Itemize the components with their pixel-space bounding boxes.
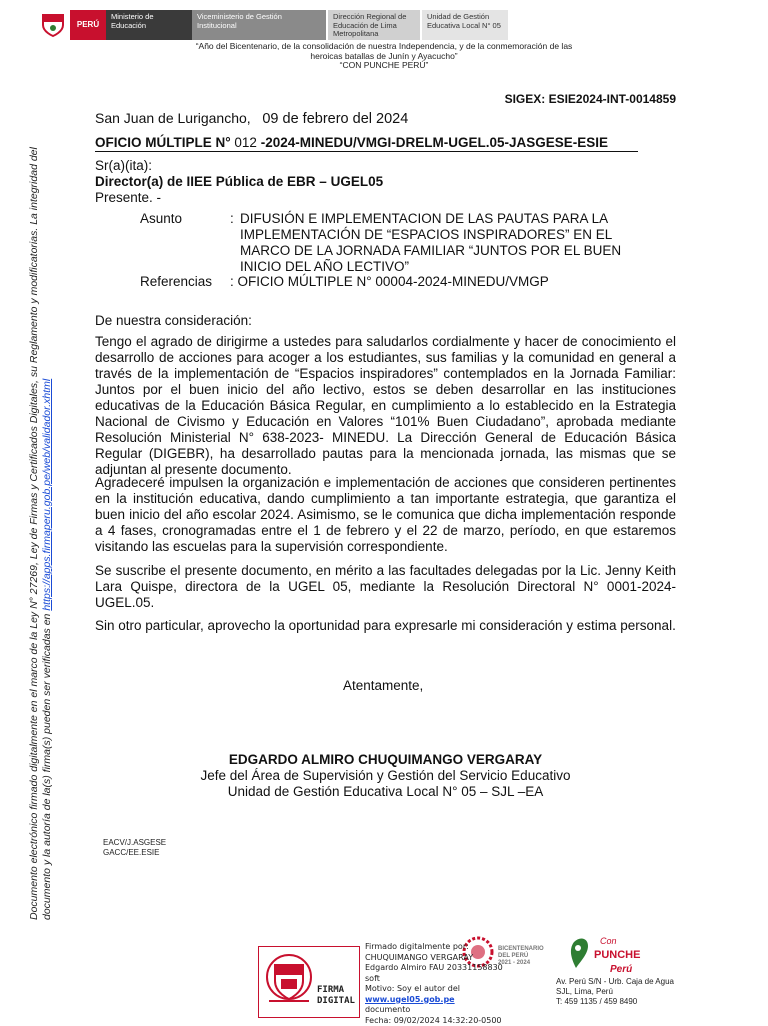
viceministry-label: Viceministerio de Gestión Institucional <box>192 10 326 40</box>
sign-line <box>365 984 550 1005</box>
oficio-underline <box>95 151 638 152</box>
sign-line: documento <box>365 1005 550 1016</box>
contact-line: Av. Perú S/N - Urb. Caja de Agua <box>556 977 674 987</box>
sign-line: Fecha: 09/02/2024 14:32:20-0500 <box>365 1016 550 1026</box>
peru-coat-of-arms-icon <box>40 12 66 38</box>
note-line <box>41 70 54 920</box>
oficio-prefix: OFICIO MÚLTIPLE N° <box>95 135 231 150</box>
letterhead <box>40 10 382 40</box>
reference-initials <box>103 838 166 858</box>
presente: Presente. - <box>95 190 161 205</box>
bicent-line: BICENTENARIO <box>498 946 544 953</box>
recipient-title: Director(a) de IIEE Pública de EBR – UGEL05 <box>95 174 383 189</box>
asunto-line: DIFUSIÓN E IMPLEMENTACION DE LAS PAUTAS PARA LA <box>240 211 660 227</box>
sign-line: soft <box>365 974 550 985</box>
asunto-line: MARCO DE LA JORNADA FAMILIAR “JUNTOS POR EL BUEN <box>240 243 660 259</box>
place-date <box>95 110 408 127</box>
bicent-line: 2021 - 2024 <box>498 960 544 967</box>
asunto-line: IMPLEMENTACIÓN DE “ESPACIOS INSPIRADORES” EN EL <box>240 227 660 243</box>
oficio-suffix: -2024-MINEDU/VMGI-DRELM-UGEL.05-JASGESE-ESIE <box>261 135 608 150</box>
signatory-unit: Unidad de Gestión Educativa Local N° 05 – SJL –EA <box>95 784 676 799</box>
contact-line: T: 459 1135 / 459 8490 <box>556 997 674 1007</box>
punche-text-1: Con <box>600 936 617 946</box>
referencias-label: Referencias <box>140 274 212 289</box>
initials-line: EACV/J.ASGESE <box>103 838 166 848</box>
paragraph-3: Se suscribe el presente documento, en mérito a las facultades delegadas por la Lic. Jenny Keith Lara Quispe, directora de la UGEL 05, mediante la Resolución Directoral N° 0001-2024-UGEL.05. <box>95 563 676 611</box>
regional-direction-label: Dirección Regional de Educación de Lima Metropolitana <box>328 10 420 40</box>
punche-text-2: PUNCHE <box>594 949 640 961</box>
greeting: De nuestra consideración: <box>95 313 676 329</box>
oficio-number: 012 <box>234 135 257 150</box>
referencias-text: : OFICIO MÚLTIPLE N° 00004-2024-MINEDU/VMGP <box>230 274 549 289</box>
motto-line: “CON PUNCHE PERÚ” <box>140 61 628 71</box>
peru-crest-icon <box>263 951 315 1011</box>
signatory-role: Jefe del Área de Supervisión y Gestión del Servicio Educativo <box>95 768 676 783</box>
year-motto <box>140 42 628 71</box>
sign-line: Edgardo Almiro FAU 20331158830 <box>365 963 550 974</box>
motto-line: “Año del Bicentenario, de la consolidación de nuestra Independencia, y de la conmemoración de las <box>140 42 628 52</box>
con-punche-peru-logo-icon <box>566 932 646 982</box>
date: 09 de febrero del 2024 <box>262 111 408 127</box>
paragraph-1: Tengo el agrado de dirigirme a ustedes para saludarlos cordialmente y hacer de conocimiento el desarrollo de acciones para acoger a los estudiantes, sus familias y la comunidad en general a través de la implementación de “Espacios inspiradores” contemplados en la Jornada Familiar: Juntos por el buen inicio del año lectivo, estos se deben desarrollar en las instituciones educativas de la Educación Básica Regular, en cumplimiento a lo establecido en la Estrategia Nacional de Civismo y Educación en Valores “101% Buen Ciudadano”, aprobada mediante Resolución Ministerial N° 638-2023- MINEDU. La Dirección General de Educación Básica Regular (DIGEBR), ha desarrollado pautas para la mencionada jornada, las mismas que se adjuntan al presente documento. <box>95 334 676 478</box>
asunto-text: : DIFUSIÓN E IMPLEMENTACION DE LAS PAUTAS PARA LA IMPLEMENTACIÓN DE “ESPACIOS INSPIRADORES” EN EL MARCO DE LA JORNADA FAMILIAR “JUNTOS POR EL BUEN INICIO DEL AÑO LECTIVO” <box>230 211 660 275</box>
validator-link[interactable]: https://apps.firmaperu.gob.pe/web/validador.xhtml <box>41 379 53 611</box>
contact-line: SJL, Lima, Perú <box>556 987 674 997</box>
initials-line: GACC/EE.ESIE <box>103 848 166 858</box>
place: San Juan de Lurigancho, <box>95 110 251 126</box>
asunto-label: Asunto <box>140 211 182 226</box>
sign-line: CHUQUIMANGO VERGARAY <box>365 953 550 964</box>
bicent-line: DEL PERÚ <box>498 953 544 960</box>
asunto-line: INICIO DEL AÑO LECTIVO” <box>240 259 660 275</box>
paragraph-2: Agradeceré impulsen la organización e implementación de acciones que consideren pertinentes en la institución educativa, dando cumplimiento a tan importante estrategia, que garantiza el buen inicio del año escolar 2024. Asimismo, se le comunica que dicha implementación responde a 4 fases, cronogramadas entre el 1 de febrero y el 22 de marzo, período, en que estaremos visitando las escuelas para la supervisión correspondiente. <box>95 475 676 555</box>
ministry-label: Ministerio de Educación <box>106 10 192 40</box>
motivo-text: Motivo: Soy el autor del <box>365 984 460 993</box>
salutation: Sr(a)(ita): <box>95 158 152 173</box>
signatory-name: EDGARDO ALMIRO CHUQUIMANGO VERGARAY <box>95 752 676 767</box>
firma-digital-stamp <box>258 946 360 1018</box>
peru-badge: PERÚ <box>70 10 106 40</box>
ugel-label: Unidad de Gestión Educativa Local N° 05 <box>422 10 508 40</box>
signature-metadata <box>365 942 550 1026</box>
note-prefix: documento y la autoría de la(s) firma(s) pueden ser verificadas en <box>41 611 53 920</box>
punche-text-3: Perú <box>610 964 632 975</box>
ugel-contact <box>556 977 674 1007</box>
paragraph-4: Sin otro particular, aprovecho la oportunidad para expresarle mi consideración y estima personal. <box>95 618 676 634</box>
closing: Atentamente, <box>343 678 423 693</box>
firma-digital-label <box>317 985 355 1007</box>
sign-line: Firmado digitalmente por: <box>365 942 550 953</box>
firma-word: FIRMA <box>317 985 355 996</box>
ugel-website-link[interactable]: www.ugel05.gob.pe <box>365 995 455 1004</box>
oficio-title <box>95 135 608 150</box>
note-line: Documento electrónico firmado digitalmente en el marco de la Ley N° 27269, Ley de Firmas y Certificados Digitales, su Reglamento y modificatorias. La integridad del <box>28 70 41 920</box>
sigex-code: SIGEX: ESIE2024-INT-0014859 <box>505 92 676 106</box>
digital-signature-note <box>28 70 48 920</box>
digital-word: DIGITAL <box>317 996 355 1007</box>
motto-line: heroicas batallas de Junín y Ayacucho” <box>140 52 628 62</box>
